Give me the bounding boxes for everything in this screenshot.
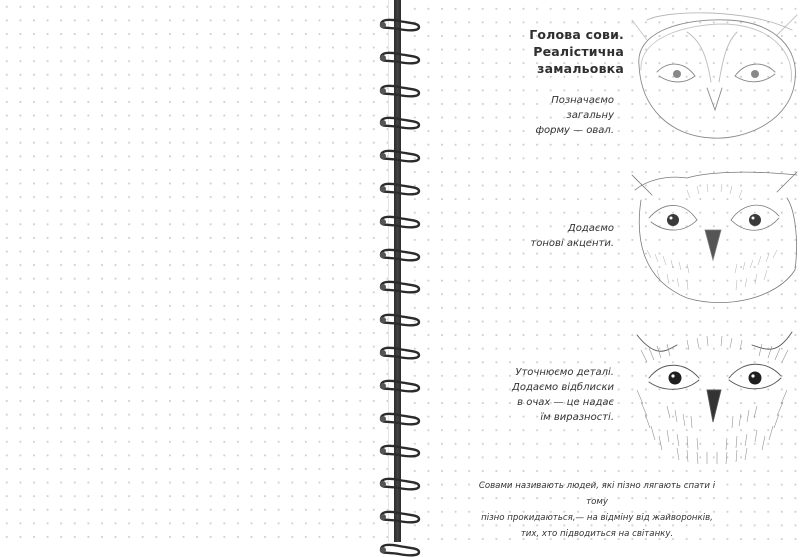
caption-line: в очах — це надає [517,397,614,408]
note-line: тих, хто підводиться на світанку. [520,529,674,539]
spiral-ring [377,182,423,196]
step-2-caption [509,221,614,251]
spiral-ring [377,149,423,163]
step-3-caption [509,365,614,425]
spiral-ring [377,379,423,393]
owl-note [470,478,724,542]
caption-line: Додаємо [567,223,614,234]
left-dot-grid-page [0,0,389,542]
page-title [514,26,624,77]
title-line: Реалістична [533,44,624,59]
spiral-ring [377,477,423,491]
owl-sketch-tonal-icon [627,170,800,310]
spiral-ring [377,116,423,130]
spiral-ring [377,248,423,262]
spiral-ring [377,543,423,557]
spiral-ring [377,510,423,524]
caption-line: тонові акценти. [530,238,614,249]
note-line: пізно прокидаються,— на відміну від жайворонків, [481,513,713,523]
note-line: Совами називають людей, які пізно лягають спати і тому [478,481,716,507]
caption-line: Додаємо відблиски [512,382,614,393]
spiral-ring [377,215,423,229]
step-1-caption [509,93,614,138]
spiral-ring [377,313,423,327]
spiral-ring [377,84,423,98]
caption-line: Позначаємо загальну [551,95,614,121]
spiral-ring [377,18,423,32]
title-line: Голова сови. [529,27,624,42]
caption-line: форму — овал. [535,125,614,136]
owl-sketch-detailed-icon [627,330,800,470]
spiral-ring [377,412,423,426]
notebook-spine [394,0,401,542]
spiral-ring [377,280,423,294]
caption-line: їм виразності. [540,412,614,423]
caption-line: Уточнюємо деталі. [515,367,614,378]
spiral-ring [377,444,423,458]
spiral-ring [377,51,423,65]
title-line: замальовка [537,61,624,76]
spiral-ring [377,346,423,360]
owl-sketch-outline-icon [627,10,800,150]
